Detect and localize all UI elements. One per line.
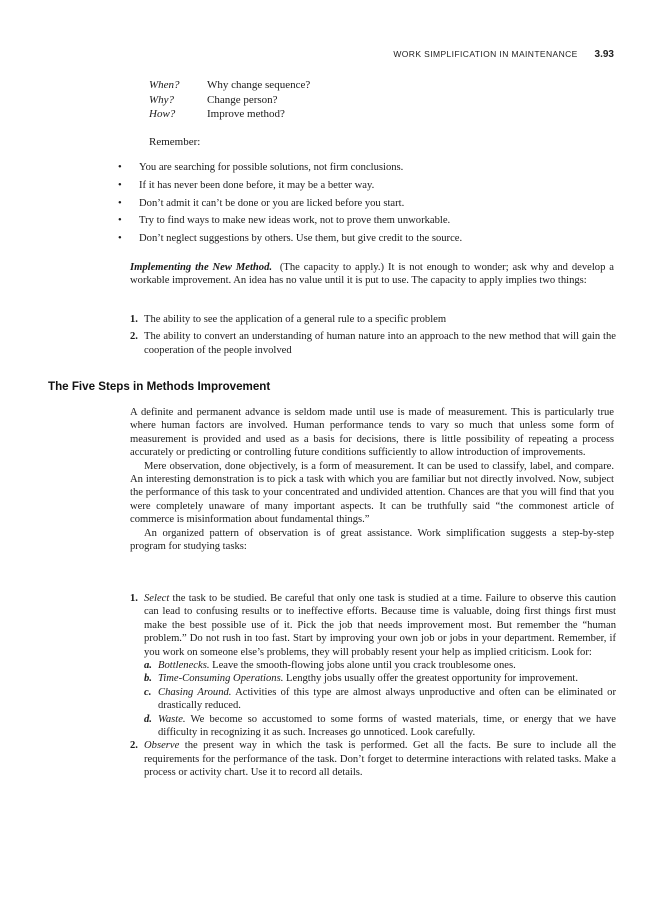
bullet-icon: • xyxy=(118,197,122,209)
bullet-icon: • xyxy=(118,215,122,227)
question-table xyxy=(149,78,310,122)
remember-bullets xyxy=(118,159,618,248)
step-number: 1. xyxy=(130,593,138,604)
paragraph: Mere observation, done objectively, is a form of measurement. It can be used to classify, label, and compare. An interesting demonstration is to pick a task with which you are familiar but not directly involved. Now, subject the performance of this task to your concentrated and undivided attention. Chances are that you will find that you were completely unaware of many important aspects. It can be truthfully said “the commonest article of commerce is misinformation about fundamental things.” xyxy=(130,460,614,526)
question-word: How? xyxy=(149,108,176,121)
question-row xyxy=(149,107,310,122)
item-text: The ability to convert an understanding of human nature into an approach to the new method that will gain the cooperation of the people involved xyxy=(144,331,616,356)
bullet-item xyxy=(118,195,618,213)
sub-text: We become so accustomed to some forms of wasted materials, time, or energy that we have difficulty in recognizing it as such. Increases go unnoticed. Look carefully. xyxy=(158,713,616,739)
implementing-paragraph xyxy=(130,261,614,288)
bullet-item xyxy=(118,177,618,195)
bullet-item xyxy=(118,230,618,248)
paragraph: A definite and permanent advance is seldom made until use is made of measurement. This is particularly true where human factors are involved. Human performance tends to vary so much that unless some form of measurement is provided and used as a basis for decisions, there is little possibility of repeating a process accurately or predicting or controlling future conditions sufficiently to allow introduction of improvements. xyxy=(130,407,614,459)
page-number: 3.93 xyxy=(594,49,614,60)
sub-text: Activities of this type are almost always unproductive and often can be eliminated or drastically reduced. xyxy=(158,686,616,712)
sub-item xyxy=(144,686,616,713)
sub-item xyxy=(144,713,616,740)
methods-paragraphs xyxy=(130,406,614,553)
implementing-text: (The capacity to apply.) It is not enough to wonder; ask why and develop a workable improvement. An idea has no value until it is put to use. The capacity to apply implies two things: xyxy=(130,262,614,287)
step-item xyxy=(130,592,616,739)
question-action: Change person? xyxy=(207,93,278,106)
sub-letter: c. xyxy=(144,686,152,698)
running-title: WORK SIMPLIFICATION IN MAINTENANCE xyxy=(393,49,578,59)
bullet-text: If it has never been done before, it may be a better way. xyxy=(139,179,375,191)
bullet-text: Don’t neglect suggestions by others. Use them, but give credit to the source. xyxy=(139,233,463,245)
item-number: 2. xyxy=(130,331,138,343)
question-word: Why? xyxy=(149,93,175,106)
sub-letter: b. xyxy=(144,673,152,685)
question-action: Why change sequence? xyxy=(207,79,311,91)
step-term: Observe xyxy=(144,740,180,752)
sub-term: Chasing Around. xyxy=(158,686,232,698)
bullet-text: Try to find ways to make new ideas work, not to prove them unworkable. xyxy=(139,215,451,227)
section-heading: The Five Steps in Methods Improvement xyxy=(48,380,271,393)
question-row xyxy=(149,93,310,108)
bullet-text: You are searching for possible solutions, not firm conclusions. xyxy=(139,162,404,173)
bullet-text: Don’t admit it can’t be done or you are licked before you start. xyxy=(139,197,405,209)
bullet-icon: • xyxy=(118,179,122,191)
capacity-item xyxy=(130,330,616,357)
step-item xyxy=(130,739,616,779)
bullet-icon: • xyxy=(118,233,122,245)
step-text: the present way in which the task is performed. Get all the facts. Be sure to include all the requirements for the performance of the task. Don’t forget to determine interactions with related tasks. Make a process or activity chart. Use it to record all details. xyxy=(144,740,616,779)
capacity-item xyxy=(130,313,616,326)
capacity-list xyxy=(130,313,616,357)
step-text: the task to be studied. Be careful that only one task is studied at a time. Failure to observe this caution can lead to confusing results or to ineffective efforts. Because time is valuable, doing first things first must make the best possible use of it. Pick the job that needs improvement most. But remember the “human problem.” Do not rush in too fast. Start by improving your own job or jobs in your department. Remember, if you work on someone else’s problems, they will probably resent your help as implied criticism. Look for: xyxy=(144,593,616,658)
running-header xyxy=(393,49,614,60)
item-text: The ability to see the application of a general rule to a specific problem xyxy=(144,314,447,325)
question-word: When? xyxy=(149,79,180,91)
sub-term: Bottlenecks. xyxy=(158,660,210,672)
sub-letter: a. xyxy=(144,660,152,672)
sub-text: Lengthy jobs usually offer the greatest opportunity for improvement. xyxy=(283,673,578,685)
item-number: 1. xyxy=(130,314,138,325)
step-sublist xyxy=(144,659,616,739)
sub-term: Time-Consuming Operations. xyxy=(158,673,284,685)
sub-letter: d. xyxy=(144,713,152,725)
remember-label: Remember: xyxy=(149,136,201,148)
step-term: Select xyxy=(144,593,170,604)
question-row xyxy=(149,78,310,93)
sub-item xyxy=(144,659,616,672)
question-action: Improve method? xyxy=(207,108,285,121)
steps-list xyxy=(130,592,616,780)
bullet-item xyxy=(118,159,618,177)
sub-text: Leave the smooth-flowing jobs alone until you crack troublesome ones. xyxy=(209,660,516,672)
sub-term: Waste. xyxy=(158,713,186,725)
step-number: 2. xyxy=(130,740,138,752)
sub-item xyxy=(144,672,616,685)
paragraph: An organized pattern of observation is of great assistance. Work simplification suggests a step-by-step program for studying tasks: xyxy=(130,527,614,553)
implementing-lead: Implementing the New Method. xyxy=(130,262,273,273)
bullet-icon: • xyxy=(118,162,122,173)
bullet-item xyxy=(118,212,618,230)
